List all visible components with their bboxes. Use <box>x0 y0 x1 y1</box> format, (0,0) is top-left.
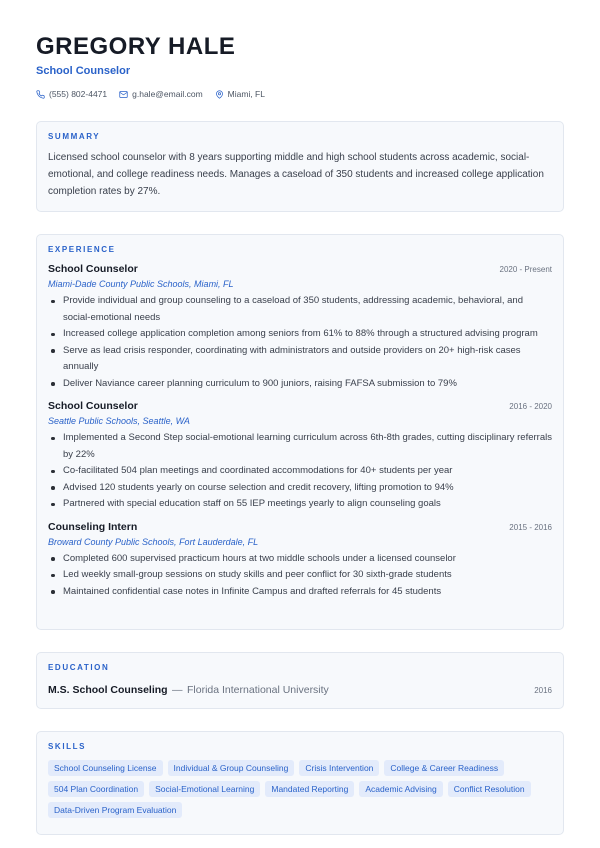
job-organization: Seattle Public Schools, Seattle, WA <box>48 416 190 426</box>
skill-tag: Individual & Group Counseling <box>168 760 295 776</box>
bullet-item: Provide individual and group counseling to a caseload of 350 students, addressing academic, behavioral, and social-emotional needs <box>48 293 552 326</box>
job-bullets <box>48 293 552 392</box>
bullet-item: Deliver Naviance career planning curriculum to 900 juniors, raising FAFSA submission to 79% <box>48 376 552 393</box>
skill-tag: Conflict Resolution <box>448 781 531 797</box>
contact-location <box>215 88 265 100</box>
graduation-year: 2016 <box>534 686 552 695</box>
skills-section <box>36 731 564 835</box>
job-bullets <box>48 551 552 601</box>
bullet-item: Increased college application completion among seniors from 61% to 88% through a structured advising program <box>48 326 552 343</box>
contact-phone[interactable] <box>36 88 107 100</box>
summary-section <box>36 121 564 212</box>
skill-tag: 504 Plan Coordination <box>48 781 144 797</box>
bullet-item: Partnered with special education staff on 55 IEP meetings yearly to align counseling goals <box>48 496 552 513</box>
job-title: Counseling Intern <box>48 520 138 533</box>
job-dates: 2016 - 2020 <box>509 402 552 411</box>
job-organization: Miami-Dade County Public Schools, Miami, FL <box>48 279 234 289</box>
phone-icon <box>36 90 45 99</box>
resume-header <box>36 33 564 100</box>
contact-bar <box>36 88 564 100</box>
bullet-item: Advised 120 students yearly on course selection and credit recovery, lifting promotion to 94% <box>48 480 552 497</box>
candidate-role: School Counselor <box>36 65 131 77</box>
bullet-item: Implemented a Second Step social-emotional learning curriculum across 6th-8th grades, cutting disciplinary referrals by 22% <box>48 430 552 463</box>
skill-tag: Data-Driven Program Evaluation <box>48 802 182 818</box>
skill-tag: School Counseling License <box>48 760 163 776</box>
candidate-name: GREGORY HALE <box>36 33 236 60</box>
education-section <box>36 652 564 709</box>
skill-tag: Mandated Reporting <box>265 781 354 797</box>
job-title: School Counselor <box>48 400 138 412</box>
summary-text: Licensed school counselor with 8 years supporting middle and high school students across academic, social-emotional, and college readiness needs. Manages a caseload of 350 students and increased college application completion rates by 27%. <box>48 152 544 197</box>
job-title: School Counselor <box>48 263 138 275</box>
job-dates: 2015 - 2016 <box>509 522 552 532</box>
map-pin-icon <box>215 90 224 99</box>
bullet-item: Co-facilitated 504 plan meetings and coordinated accommodations for 40+ students per year <box>48 463 552 480</box>
mail-icon <box>119 90 128 99</box>
degree: M.S. School Counseling <box>48 684 168 696</box>
degree-separator: — <box>172 684 183 696</box>
skills-list <box>48 760 552 818</box>
location-text: Miami, FL <box>227 89 265 99</box>
bullet-item: Led weekly small-group sessions on study skills and peer conflict for 30 sixth-grade students <box>48 567 552 584</box>
contact-email[interactable] <box>119 88 203 100</box>
experience-heading: EXPERIENCE <box>48 245 116 254</box>
bullet-item: Maintained confidential case notes in Infinite Campus and drafted referrals for 45 students <box>48 584 552 601</box>
skill-tag: College & Career Readiness <box>384 760 504 776</box>
bullet-item: Completed 600 supervised practicum hours at two middle schools under a licensed counselor <box>48 551 552 568</box>
job-dates: 2020 - Present <box>499 265 552 274</box>
job-entry <box>48 262 552 392</box>
job-entry <box>48 520 552 601</box>
skill-tag: Social-Emotional Learning <box>149 781 260 797</box>
phone-text: (555) 802-4471 <box>49 89 108 99</box>
job-entry <box>48 399 552 513</box>
email-text: g.hale@email.com <box>132 89 203 99</box>
job-bullets <box>48 430 552 513</box>
bullet-item: Serve as lead crisis responder, coordinating with administrators and outside providers on 20+ high-risk cases annually <box>48 343 552 376</box>
summary-heading: SUMMARY <box>48 132 101 141</box>
school-name: Florida International University <box>187 684 329 696</box>
experience-section <box>36 234 564 630</box>
skills-heading: SKILLS <box>48 742 87 751</box>
job-organization: Broward County Public Schools, Fort Lauderdale, FL <box>48 536 259 547</box>
education-heading: EDUCATION <box>48 663 110 672</box>
skill-tag: Crisis Intervention <box>299 760 379 776</box>
skill-tag: Academic Advising <box>359 781 442 797</box>
